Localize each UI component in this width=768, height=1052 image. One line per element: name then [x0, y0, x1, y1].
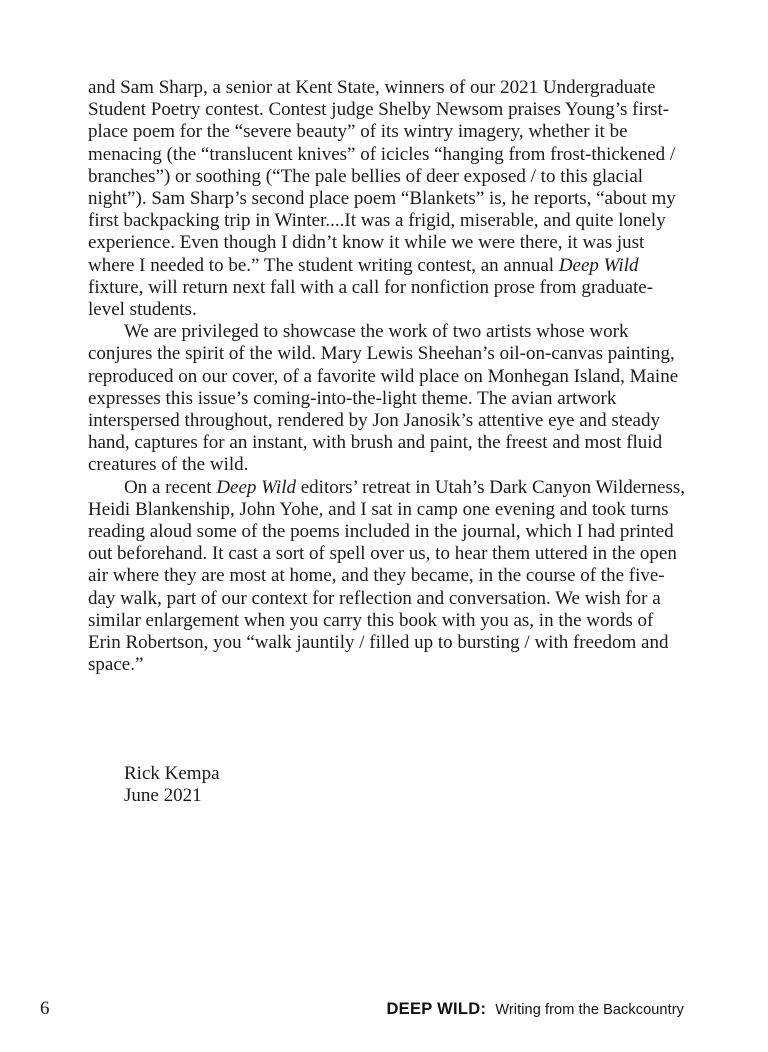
page-footer — [40, 998, 684, 1020]
text-run: editors’ retreat in Utah’s Dark Canyon Wilderness, Heidi Blankenship, John Yohe, and I sat in camp one evening and took turns reading aloud some of the poems included in the journal, which I had printed out beforehand. It cast a sort of spell over us, to hear them uttered in the open air where they are most at home, and they became, in the course of the five-day walk, part of our context for reflection and conversation. We wish for a similar enlargement when you carry this book with you as, in the words of Erin Robertson, you “walk jauntily / filled up to bursting / with freedom and space.” — [88, 476, 685, 676]
journal-title: DEEP WILD: — [386, 1000, 487, 1018]
signature-block — [124, 763, 220, 807]
text-run: We are privileged to showcase the work of two artists whose work conjures the spirit of the wild. Mary Lewis Sheehan’s oil-on-canvas painting, reproduced on our cover, of a favorite wild place on Monhegan Island, Maine expresses this issue’s coming-into-the-light theme. The avian artwork interspersed throughout, rendered by Jon Janosik’s attentive eye and steady hand, captures for an instant, with brush and paint, the freest and most fluid creatures of the wild. — [88, 321, 679, 476]
paragraph — [88, 77, 686, 321]
paragraph — [88, 321, 686, 476]
signature-name: Rick Kempa — [124, 763, 220, 784]
paragraph — [88, 477, 686, 677]
page-number: 6 — [40, 998, 50, 1019]
running-footer — [386, 1000, 684, 1019]
text-run: fixture, will return next fall with a call for nonfiction prose from graduate-level students. — [88, 276, 654, 321]
signature-date: June 2021 — [124, 785, 202, 807]
text-run: and Sam Sharp, a senior at Kent State, winners of our 2021 Undergraduate Student Poetry contest. Contest judge Shelby Newsom praises Young’s first-place poem for the “severe beauty” of its wintry imagery, whether it be menacing (the “translucent knives” of icicles “hanging from frost-thickened / branches”) or soothing (“The pale bellies of deer exposed / to this glacial night”). Sam Sharp’s second place poem “Blankets” is, he reports, “about my first backpacking trip in Winter....It was a frigid, miserable, and quite lonely experience. Even though I didn’t know it while we were there, it was just where I needed to be.” The student writing contest, an annual — [88, 77, 676, 276]
text-run: On a recent — [124, 476, 217, 498]
italic-text-run: Deep Wild — [558, 254, 639, 276]
body-text — [88, 77, 686, 676]
italic-text-run: Deep Wild — [216, 476, 296, 498]
journal-tagline: Writing from the Backcountry — [495, 1002, 684, 1018]
